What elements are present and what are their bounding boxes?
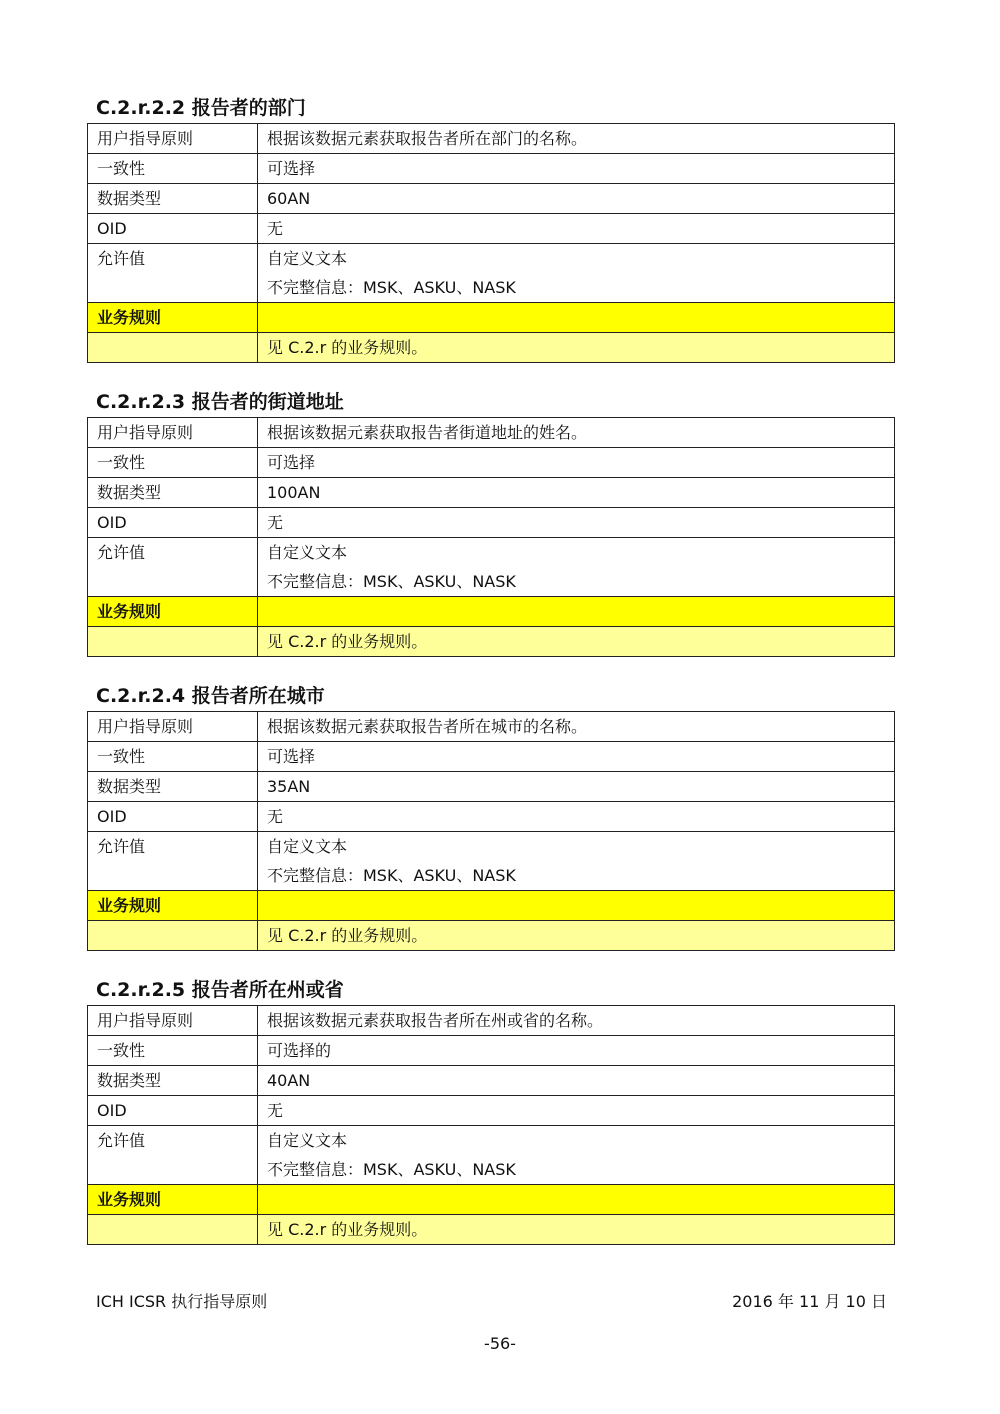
- value-cell: 见 C.2.r 的业务规则。: [258, 921, 895, 951]
- value-line: 不完整信息：MSK、ASKU、NASK: [267, 866, 516, 885]
- section-title: C.2.r.2.5 报告者所在州或省: [96, 979, 344, 1001]
- empty-cell: [88, 921, 258, 951]
- row-conformance: [88, 448, 895, 478]
- value-cell: 35AN: [258, 772, 895, 802]
- label-cell: 允许值: [88, 1126, 258, 1185]
- section-title: C.2.r.2.4 报告者所在城市: [96, 685, 325, 707]
- label-cell: OID: [88, 1096, 258, 1126]
- row-datatype: [88, 478, 895, 508]
- row-guideline: [88, 124, 895, 154]
- label-cell: OID: [88, 802, 258, 832]
- row-datatype: [88, 1066, 895, 1096]
- value-cell: 40AN: [258, 1066, 895, 1096]
- label-cell: 一致性: [88, 448, 258, 478]
- label-cell: 业务规则: [88, 597, 258, 627]
- value-cell: 根据该数据元素获取报告者所在州或省的名称。: [258, 1006, 895, 1036]
- value-cell: [258, 244, 895, 303]
- footer-document-title: ICH ICSR 执行指导原则: [96, 1292, 268, 1311]
- label-cell: 用户指导原则: [88, 712, 258, 742]
- label-cell: 数据类型: [88, 772, 258, 802]
- empty-cell: [88, 627, 258, 657]
- value-cell: 100AN: [258, 478, 895, 508]
- empty-cell: [88, 333, 258, 363]
- row-datatype: [88, 772, 895, 802]
- value-line: 自定义文本: [267, 1131, 348, 1150]
- section-title: C.2.r.2.2 报告者的部门: [96, 97, 306, 119]
- row-business-rules-header: [88, 303, 895, 333]
- label-cell: 数据类型: [88, 184, 258, 214]
- value-cell: 可选择: [258, 154, 895, 184]
- label-cell: 用户指导原则: [88, 124, 258, 154]
- row-business-rules: [88, 921, 895, 951]
- section-c2r23: [87, 387, 895, 657]
- row-business-rules-header: [88, 597, 895, 627]
- value-cell: 见 C.2.r 的业务规则。: [258, 333, 895, 363]
- label-cell: 允许值: [88, 244, 258, 303]
- row-allowed-values: [88, 538, 895, 597]
- spec-table: [87, 417, 895, 657]
- label-cell: 允许值: [88, 538, 258, 597]
- row-oid: [88, 508, 895, 538]
- value-cell: 可选择的: [258, 1036, 895, 1066]
- label-cell: 一致性: [88, 1036, 258, 1066]
- value-cell: 无: [258, 1096, 895, 1126]
- label-cell: 业务规则: [88, 891, 258, 921]
- section-title: C.2.r.2.3 报告者的街道地址: [96, 391, 344, 413]
- row-business-rules-header: [88, 891, 895, 921]
- label-cell: 一致性: [88, 742, 258, 772]
- row-business-rules: [88, 627, 895, 657]
- row-conformance: [88, 742, 895, 772]
- value-cell: [258, 538, 895, 597]
- empty-cell: [258, 303, 895, 333]
- value-cell: 见 C.2.r 的业务规则。: [258, 1215, 895, 1245]
- row-business-rules: [88, 1215, 895, 1245]
- label-cell: 数据类型: [88, 1066, 258, 1096]
- label-cell: 用户指导原则: [88, 418, 258, 448]
- row-guideline: [88, 1006, 895, 1036]
- label-cell: 业务规则: [88, 1185, 258, 1215]
- value-cell: 根据该数据元素获取报告者街道地址的姓名。: [258, 418, 895, 448]
- label-cell: 数据类型: [88, 478, 258, 508]
- label-cell: OID: [88, 214, 258, 244]
- row-oid: [88, 1096, 895, 1126]
- row-business-rules: [88, 333, 895, 363]
- empty-cell: [258, 891, 895, 921]
- label-cell: 用户指导原则: [88, 1006, 258, 1036]
- value-cell: 根据该数据元素获取报告者所在部门的名称。: [258, 124, 895, 154]
- value-line: 自定义文本: [267, 249, 348, 268]
- spec-table: [87, 711, 895, 951]
- spec-table: [87, 123, 895, 363]
- label-cell: 业务规则: [88, 303, 258, 333]
- page-number: -56-: [484, 1334, 516, 1353]
- value-line: 不完整信息：MSK、ASKU、NASK: [267, 278, 516, 297]
- label-cell: 允许值: [88, 832, 258, 891]
- value-line: 自定义文本: [267, 837, 348, 856]
- row-conformance: [88, 1036, 895, 1066]
- row-conformance: [88, 154, 895, 184]
- value-cell: [258, 832, 895, 891]
- value-cell: 60AN: [258, 184, 895, 214]
- row-allowed-values: [88, 1126, 895, 1185]
- row-guideline: [88, 418, 895, 448]
- value-cell: 无: [258, 508, 895, 538]
- spec-table: [87, 1005, 895, 1245]
- label-cell: OID: [88, 508, 258, 538]
- value-line: 不完整信息：MSK、ASKU、NASK: [267, 572, 516, 591]
- empty-cell: [258, 1185, 895, 1215]
- row-allowed-values: [88, 244, 895, 303]
- empty-cell: [258, 597, 895, 627]
- value-cell: 根据该数据元素获取报告者所在城市的名称。: [258, 712, 895, 742]
- value-cell: 可选择: [258, 742, 895, 772]
- value-cell: 可选择: [258, 448, 895, 478]
- value-cell: [258, 1126, 895, 1185]
- value-line: 不完整信息：MSK、ASKU、NASK: [267, 1160, 516, 1179]
- row-oid: [88, 214, 895, 244]
- value-cell: 无: [258, 214, 895, 244]
- row-guideline: [88, 712, 895, 742]
- row-allowed-values: [88, 832, 895, 891]
- empty-cell: [88, 1215, 258, 1245]
- row-oid: [88, 802, 895, 832]
- footer-date: 2016 年 11 月 10 日: [732, 1292, 887, 1311]
- label-cell: 一致性: [88, 154, 258, 184]
- row-business-rules-header: [88, 1185, 895, 1215]
- section-c2r24: [87, 681, 895, 951]
- row-datatype: [88, 184, 895, 214]
- section-c2r22: [87, 93, 895, 363]
- value-line: 自定义文本: [267, 543, 348, 562]
- value-cell: 无: [258, 802, 895, 832]
- value-cell: 见 C.2.r 的业务规则。: [258, 627, 895, 657]
- section-c2r25: [87, 975, 895, 1245]
